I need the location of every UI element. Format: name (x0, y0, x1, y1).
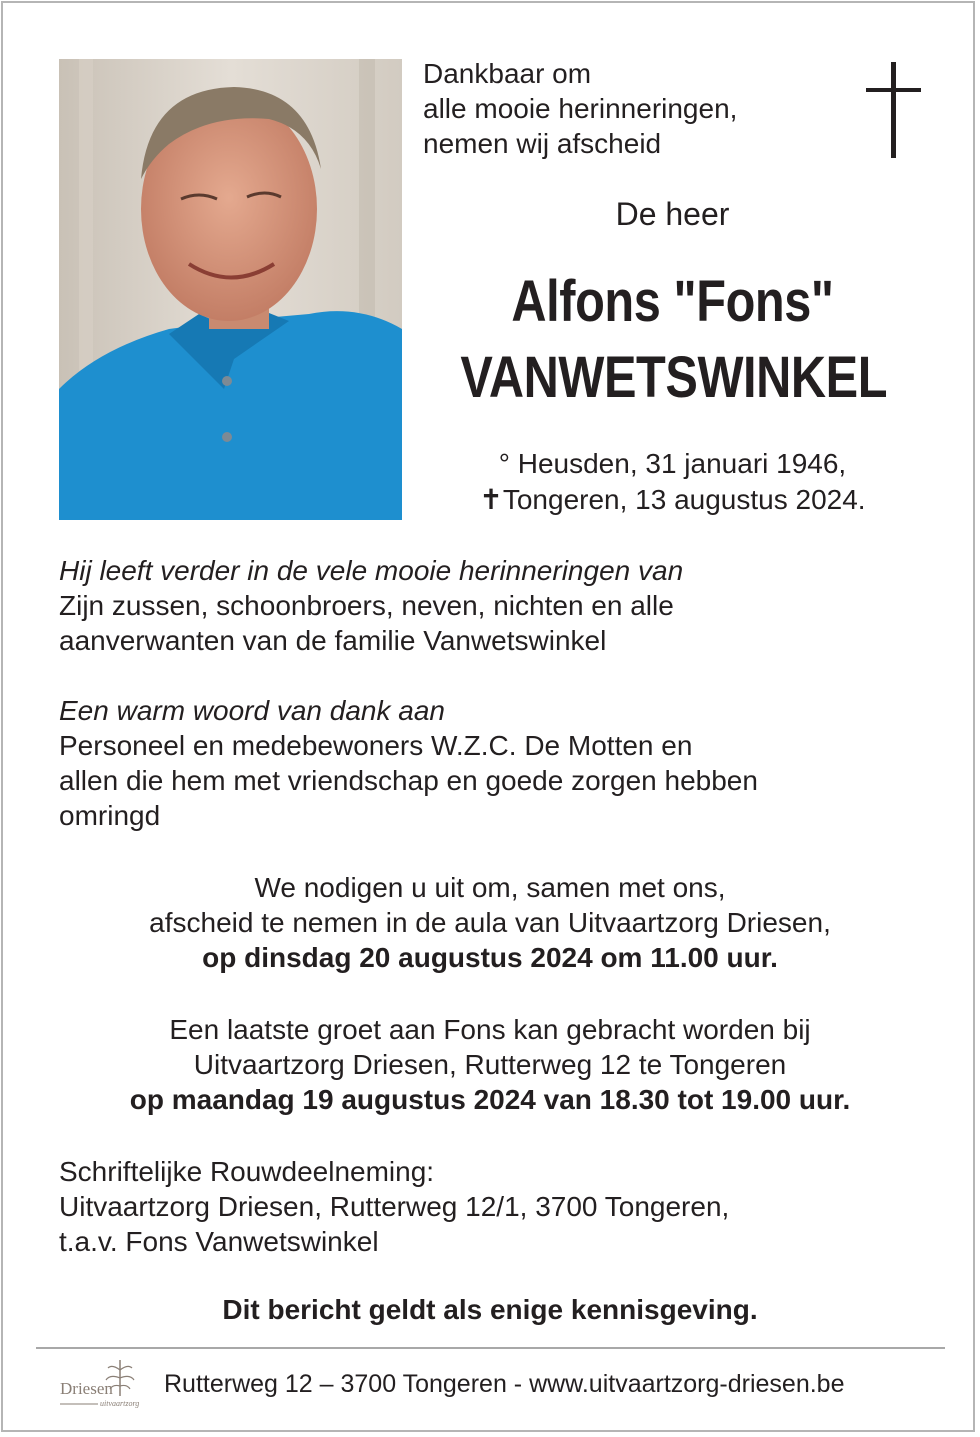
svg-text:uitvaartzorg: uitvaartzorg (100, 1399, 140, 1408)
thanks-lead: Een warm woord van dank aan (59, 695, 445, 726)
thanks-line: Personeel en medebewoners W.Z.C. De Motten en (59, 730, 693, 761)
condolences-line: Uitvaartzorg Driesen, Rutterweg 12/1, 3700 Tongeren, (59, 1191, 730, 1222)
condolences-line: Schriftelijke Rouwdeelneming: (59, 1156, 435, 1187)
honorific: De heer (615, 196, 730, 232)
intro-text (423, 56, 737, 161)
cross-icon (866, 62, 921, 158)
thanks-paragraph (59, 693, 758, 833)
farewell-line: afscheid te nemen in de aula van Uitvaartzorg Driesen, (149, 907, 831, 938)
visit-paragraph (0, 1012, 980, 1117)
deceased-name-first: Alfons "Fons" (511, 269, 834, 334)
death-date: ✝Tongeren, 13 augustus 2024. (479, 484, 866, 515)
thanks-line: omringd (59, 800, 161, 831)
deceased-name-last: VANWETSWINKEL (460, 345, 888, 410)
visit-datetime: op maandag 19 augustus 2024 van 18.30 tot 19.00 uur. (129, 1084, 851, 1115)
birth-date: ° Heusden, 31 januari 1946, (498, 448, 847, 479)
notice: Dit bericht geldt als enige kennisgeving. (222, 1294, 758, 1325)
intro-line: alle mooie herinneringen, (423, 93, 738, 124)
footer-divider (36, 1347, 945, 1349)
farewell-line: We nodigen u uit om, samen met ons, (254, 872, 726, 903)
memory-line: aanverwanten van de familie Vanwetswinkel (59, 625, 607, 656)
thanks-line: allen die hem met vriendschap en goede zorgen hebben (59, 765, 758, 796)
condolences-paragraph (59, 1154, 729, 1259)
portrait-photo (59, 59, 402, 520)
memory-line: Zijn zussen, schoonbroers, neven, nichten en alle (59, 590, 674, 621)
svg-text:Driesen: Driesen (60, 1379, 113, 1398)
memory-paragraph (59, 553, 683, 658)
memory-lead: Hij leeft verder in de vele mooie herinneringen van (59, 555, 684, 586)
intro-line: Dankbaar om (423, 58, 592, 89)
farewell-datetime: op dinsdag 20 augustus 2024 om 11.00 uur. (202, 942, 778, 973)
driesen-logo (58, 1356, 144, 1412)
footer-address: Rutterweg 12 – 3700 Tongeren - www.uitvaartzorg-driesen.be (164, 1370, 845, 1398)
farewell-paragraph (0, 870, 980, 975)
visit-line: Uitvaartzorg Driesen, Rutterweg 12 te Tongeren (193, 1049, 787, 1080)
intro-line: nemen wij afscheid (423, 128, 662, 159)
visit-line: Een laatste groet aan Fons kan gebracht worden bij (169, 1014, 811, 1045)
life-dates (420, 446, 925, 518)
condolences-line: t.a.v. Fons Vanwetswinkel (59, 1226, 379, 1257)
